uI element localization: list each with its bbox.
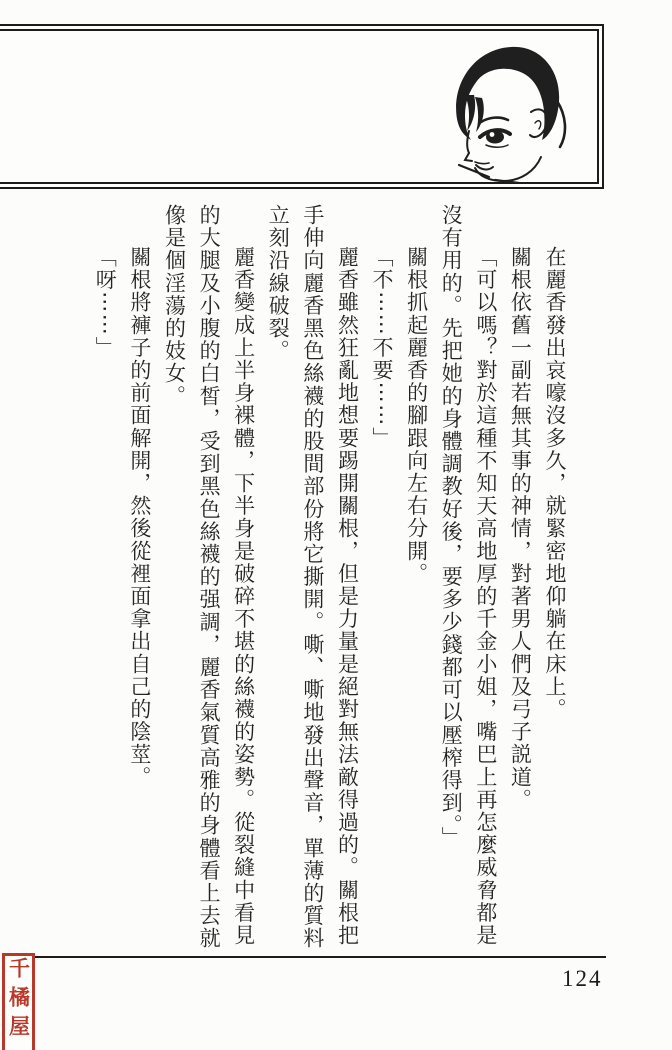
text-column-7: 麗香雖然狂亂地想要踢開關根，但是力量是絕對無法敵得過的。關根把 <box>335 246 360 947</box>
seal-characters: 千橘屋 <box>6 957 31 1044</box>
text-column-5: 關根抓起麗香的腳跟向左右分開。 <box>404 246 429 585</box>
text-column-4: 沒有用的。先把她的身體調教好後，要多少錢都可以壓榨得到。」 <box>439 204 464 849</box>
text-column-10: 麗香變成上半身裸體，下半身是破碎不堪的絲襪的姿勢。從裂縫中看見 <box>231 246 256 947</box>
eye <box>486 131 504 144</box>
character-illustration <box>423 35 591 183</box>
page-number: 124 <box>562 966 603 991</box>
text-column-14: 「呀⋯⋯」 <box>93 246 118 359</box>
text-column-1: 在麗香發出哀嚎沒多久，就緊密地仰躺在床上。 <box>543 246 567 721</box>
text-column-6: 「不⋯⋯不要⋯⋯」 <box>370 246 395 450</box>
text-column-2: 關根依舊一副若無其事的神情，對著男人們及弓子説道。 <box>508 246 533 811</box>
novel-text-block <box>88 204 572 960</box>
text-column-3: 「可以嗎？對於這種不知天高地厚的千金小姐，嘴巴上再怎麼威脅都是 <box>473 246 498 947</box>
text-column-11: 的大腿及小腹的白皙，受到黑色絲襪的强調，麗香氣質高雅的身體看上去就 <box>197 204 222 950</box>
footer-divider <box>28 956 606 958</box>
header-frame <box>0 24 604 189</box>
text-column-9: 立刻沿線破裂。 <box>266 204 291 363</box>
text-column-13: 關根將褲子的前面解開，然後從裡面拿出自己的陰莖。 <box>127 246 152 789</box>
text-column-12: 像是個淫蕩的妓女。 <box>162 204 187 408</box>
text-column-8: 手伸向麗香黑色絲襪的股間部份將它撕開。嘶、嘶地發出聲音，單薄的質料 <box>300 204 325 950</box>
publisher-seal <box>2 953 35 1050</box>
